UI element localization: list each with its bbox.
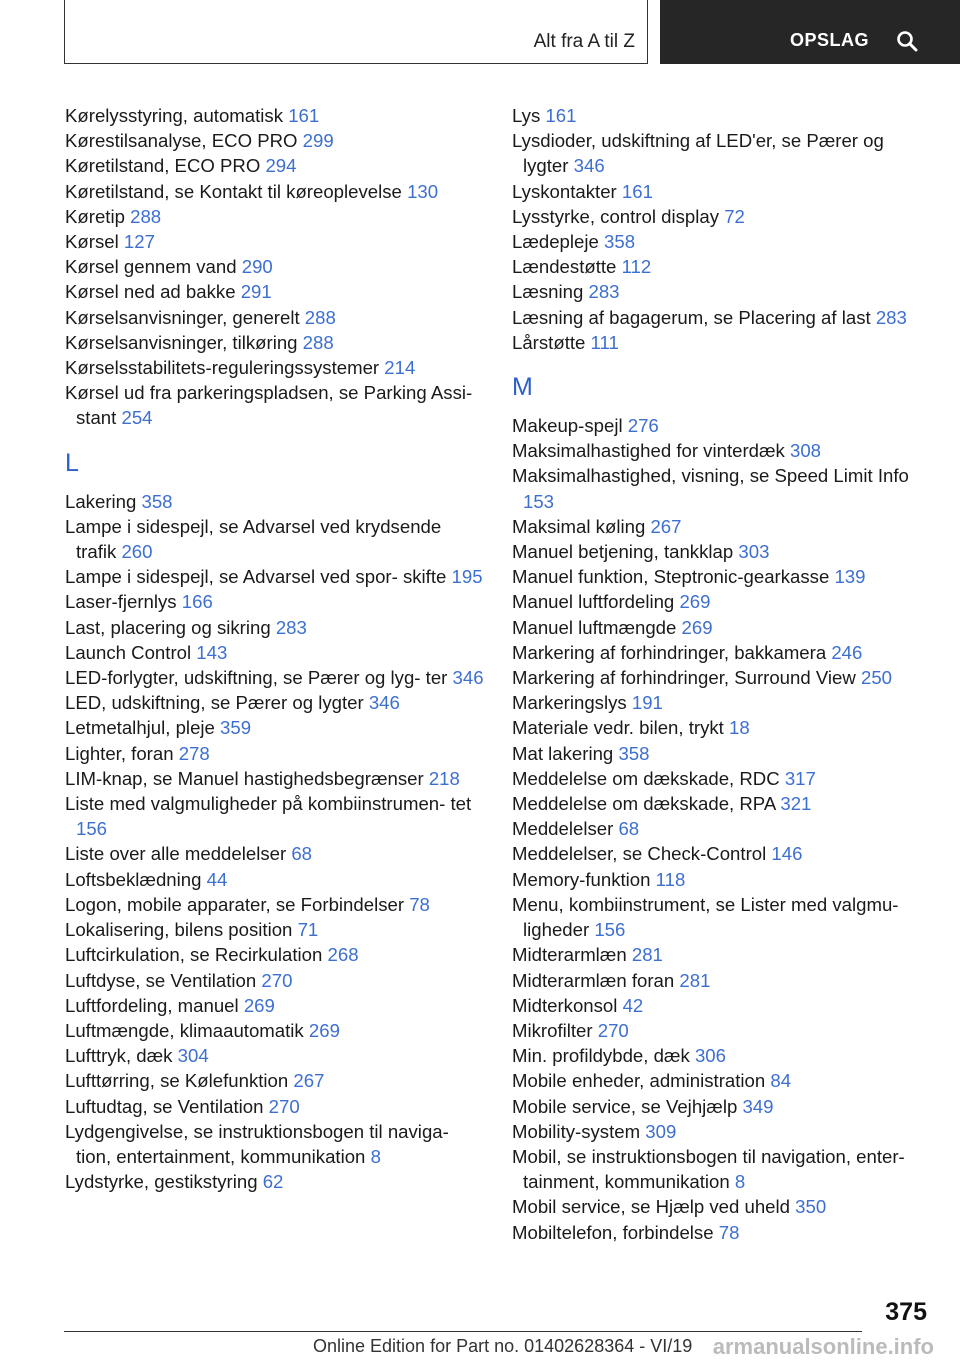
index-letter-heading: L (65, 448, 79, 477)
footer-divider (64, 1331, 862, 1332)
index-page-link[interactable]: 166 (181, 591, 213, 613)
index-entry (65, 355, 485, 380)
index-page-link[interactable]: 269 (308, 1019, 340, 1041)
index-entry (65, 741, 485, 766)
index-entry-text: Kørselsanvisninger, generelt (65, 306, 305, 328)
index-entry (512, 1068, 932, 1093)
index-entry-text: Lårstøtte (512, 331, 591, 353)
index-entry-text: Lighter, foran (65, 742, 179, 764)
index-page-link[interactable]: 250 (861, 667, 893, 689)
index-entry-text: Luftudtag, se Ventilation (65, 1095, 269, 1117)
index-page-link[interactable]: 288 (302, 331, 334, 353)
index-page-link[interactable]: 291 (240, 281, 272, 303)
index-page-link[interactable]: 84 (770, 1070, 792, 1092)
index-entry-text: Mobiltelefon, forbindelse (512, 1221, 719, 1243)
index-entry-text: Materiale vedr. bilen, trykt (512, 717, 730, 739)
index-entry-text: Lysstyrke, control display (512, 205, 725, 227)
index-page-link[interactable]: 156 (594, 919, 626, 941)
index-entry (65, 204, 485, 229)
index-entry-text: Lændestøtte (512, 256, 622, 278)
index-entry (512, 564, 932, 589)
index-entry-text: LIM-knap, se Manuel hastighedsbegrænser (65, 767, 429, 789)
index-page-link[interactable]: 195 (451, 566, 483, 588)
index-entry (65, 1094, 485, 1119)
index-page-link[interactable]: 118 (655, 868, 686, 890)
index-entry-text: Lydgengivelse, se instruktionsbogen til naviga- tion, entertainment, kommunikation (65, 1120, 449, 1167)
index-page-link[interactable]: 44 (206, 868, 228, 890)
index-page-link[interactable]: 78 (409, 893, 430, 915)
index-entry (512, 766, 932, 791)
index-page-link[interactable]: 111 (590, 331, 619, 353)
edition-text: Online Edition for Part no. 01402628364 - VI/19 (313, 1336, 693, 1356)
index-entry (65, 279, 485, 304)
index-column-left (65, 103, 485, 1194)
index-entry (512, 204, 932, 229)
index-entry (512, 413, 932, 438)
index-entry (512, 1119, 932, 1144)
index-entry (65, 615, 485, 640)
index-entry-text: Læsning af bagagerum, se Placering af last (512, 306, 876, 328)
index-entry (512, 589, 932, 614)
index-entry (512, 1043, 932, 1068)
index-entry (65, 917, 485, 942)
index-page-link[interactable]: 303 (738, 541, 770, 563)
index-entry-text: Lampe i sidespejl, se Advarsel ved krydsende trafik (65, 515, 442, 563)
index-page-link[interactable]: 349 (742, 1095, 774, 1117)
index-page-link[interactable]: 260 (121, 541, 153, 563)
index-entry-text: Mikrofilter (512, 1019, 598, 1041)
index-page-link[interactable]: 283 (275, 616, 307, 638)
index-entry (512, 514, 932, 539)
index-entry (512, 330, 932, 355)
index-entry (65, 380, 485, 430)
index-page-link[interactable]: 153 (523, 490, 555, 512)
index-column-right (512, 103, 932, 1245)
index-entry-text: Letmetalhjul, pleje (65, 717, 221, 739)
index-entry (512, 279, 932, 304)
index-entry (512, 438, 932, 463)
index-entry (512, 942, 932, 967)
index-page-link[interactable]: 283 (588, 281, 620, 303)
index-entry (65, 791, 485, 841)
index-entry (512, 539, 932, 564)
index-entry-text: Maksimalhastighed for vinterdæk (512, 440, 790, 462)
index-entry-text: Køretilstand, ECO PRO (65, 155, 266, 177)
index-page-link[interactable]: 130 (407, 180, 439, 202)
index-page-link[interactable]: 146 (771, 843, 803, 865)
index-page-link[interactable]: 68 (291, 843, 313, 865)
index-page-link[interactable]: 18 (729, 717, 750, 739)
index-entry (512, 128, 932, 178)
index-entry (65, 489, 485, 514)
index-entry-text: Logon, mobile apparater, se Forbindelser (65, 893, 410, 915)
index-entry (512, 615, 932, 640)
index-entry-text: Mobile enheder, administration (512, 1070, 771, 1092)
index-entry (512, 254, 932, 279)
index-entry (512, 892, 932, 942)
index-entry (65, 589, 485, 614)
index-entry (512, 791, 932, 816)
index-entry (65, 1068, 485, 1093)
section-header-tab (64, 0, 648, 64)
index-page-link[interactable]: 304 (177, 1045, 209, 1067)
index-entry (65, 766, 485, 791)
index-page-link[interactable]: 254 (121, 407, 153, 429)
index-entry (512, 968, 932, 993)
index-entry-text: Markering af forhindringer, bakkamera (512, 641, 832, 663)
index-page-link[interactable]: 346 (452, 667, 484, 689)
index-entry-text: Kørsel (65, 231, 124, 253)
index-entry (65, 103, 485, 128)
index-entry (65, 892, 485, 917)
index-entry (512, 305, 932, 330)
index-entry-text: Markeringslys (512, 692, 632, 714)
index-entry (512, 640, 932, 665)
index-page-link[interactable]: 350 (795, 1196, 827, 1218)
index-page-link[interactable]: 218 (428, 767, 460, 789)
index-entry (65, 715, 485, 740)
index-entry-text: Maksimalhastighed, visning, se Speed Limit Info (512, 465, 909, 487)
index-entry (65, 1018, 485, 1043)
index-entry-text: Luftfordeling, manuel (65, 994, 244, 1016)
index-entry-text: Lys (512, 105, 546, 126)
index-page-link[interactable]: 143 (196, 641, 228, 663)
index-entry (512, 1144, 932, 1194)
index-page-link[interactable]: 161 (545, 105, 577, 126)
search-icon (896, 30, 918, 52)
index-page-link[interactable]: 72 (724, 205, 745, 227)
index-entry-text: Memory-funktion (512, 868, 656, 890)
index-entry-text: LED, udskiftning, se Pærer og lygter (65, 692, 369, 714)
index-entry (512, 463, 932, 513)
index-entry (65, 1119, 485, 1169)
index-entry (65, 128, 485, 153)
index-entry-text: Min. profildybde, dæk (512, 1045, 695, 1067)
index-entry-text: Launch Control (65, 641, 197, 663)
index-entry-text: Mobility-system (512, 1120, 646, 1142)
index-page-link[interactable]: 317 (784, 767, 816, 789)
index-entry-text: Makeup-spejl (512, 415, 628, 437)
index-page-link[interactable]: 294 (265, 155, 297, 177)
index-page-link[interactable]: 269 (681, 616, 713, 638)
search-label: OPSLAG (790, 30, 870, 50)
index-entry-text: Manuel betjening, tankklap (512, 541, 739, 563)
index-entry-text: Manuel funktion, Steptronic-gearkasse (512, 566, 835, 588)
index-page-link[interactable]: 161 (621, 180, 653, 202)
index-page-link[interactable]: 42 (622, 994, 644, 1016)
index-page-link[interactable]: 288 (130, 205, 162, 227)
index-page-link[interactable]: 8 (370, 1145, 381, 1167)
index-entry (65, 514, 485, 564)
index-page-link[interactable]: 139 (834, 566, 866, 588)
index-entry-text: Køretilstand, se Kontakt til køreoplevelse (65, 180, 408, 202)
index-entry-text: Midterkonsol (512, 994, 623, 1016)
index-entry-text: Kørestilsanalyse, ECO PRO (65, 130, 303, 152)
index-entry-text: Luftmængde, klimaautomatik (65, 1019, 309, 1041)
index-page-link[interactable]: 78 (718, 1221, 740, 1243)
index-entry-text: Mobil, se instruktionsbogen til navigation, enter- tainment, kommunikation (512, 1145, 905, 1193)
index-entry (65, 690, 485, 715)
index-page-link[interactable]: 359 (220, 717, 252, 739)
index-page-link[interactable]: 71 (297, 919, 319, 941)
index-entry (512, 715, 932, 740)
index-entry (512, 1094, 932, 1119)
watermark: armanualsonline.info (712, 1334, 934, 1359)
index-page-link[interactable]: 112 (621, 256, 652, 278)
index-entry-text: Læsning (512, 281, 589, 303)
index-entry-text: Midterarmlæn (512, 944, 632, 966)
index-page-link[interactable]: 281 (631, 944, 663, 966)
index-page-link[interactable]: 270 (268, 1095, 300, 1117)
index-page-link[interactable]: 161 (288, 105, 320, 126)
index-entry-text: Luftcirkulation, se Recirkulation (65, 944, 328, 966)
index-entry (65, 254, 485, 279)
index-entry (512, 741, 932, 766)
index-page-link[interactable]: 288 (304, 306, 336, 328)
index-page-link[interactable]: 214 (384, 357, 416, 379)
index-page-link[interactable]: 8 (734, 1171, 746, 1193)
index-entry-text: Luftdyse, se Ventilation (65, 969, 262, 991)
index-entry-text: Mobile service, se Vejhjælp (512, 1095, 743, 1117)
index-page-link[interactable]: 290 (241, 256, 273, 278)
index-entry-text: Manuel luftmængde (512, 616, 682, 638)
index-entry-text: Kørselsanvisninger, tilkøring (65, 331, 303, 353)
index-page-link[interactable]: 306 (694, 1045, 726, 1067)
index-entry-text: Lufttørring, se Kølefunktion (65, 1070, 294, 1092)
index-entry-text: Lakering (65, 490, 142, 512)
index-page-link[interactable]: 308 (790, 440, 822, 462)
index-page-link[interactable]: 68 (618, 818, 640, 840)
index-entry-text: Meddelelser, se Check-Control (512, 843, 772, 865)
index-entry (65, 305, 485, 330)
index-entry (65, 330, 485, 355)
index-entry (512, 1018, 932, 1043)
index-entry-text: Markering af forhindringer, Surround View (512, 667, 861, 689)
index-entry (512, 665, 932, 690)
index-letter-heading: M (512, 373, 533, 402)
index-entry-text: Liste med valgmuligheder på kombiinstrumen- tet (65, 793, 472, 815)
index-entry-text: Meddelelser (512, 818, 619, 840)
index-entry (512, 1194, 932, 1219)
index-page-link[interactable]: 283 (875, 306, 907, 328)
index-entry-text: Liste over alle meddelelser (65, 843, 292, 865)
index-entry-text: Mobil service, se Hjælp ved uheld (512, 1196, 796, 1218)
section-title: Alt fra A til Z (533, 31, 635, 52)
index-entry-text: Kørselsstabilitets-reguleringssystemer (65, 357, 385, 379)
index-entry (512, 867, 932, 892)
index-entry (65, 993, 485, 1018)
index-page-link[interactable]: 270 (597, 1019, 629, 1041)
index-page-link[interactable]: 358 (604, 231, 636, 253)
index-entry (65, 867, 485, 892)
index-page-link[interactable]: 246 (831, 641, 863, 663)
index-entry (65, 1043, 485, 1068)
index-entry-text: Lydstyrke, gestikstyring (65, 1171, 263, 1193)
page-number: 375 (885, 1298, 927, 1326)
index-entry-text: Meddelelse om dækskade, RPA (512, 793, 781, 815)
index-entry (65, 229, 485, 254)
index-entry-text: Laser-fjernlys (65, 591, 182, 613)
index-page-link[interactable]: 127 (123, 231, 155, 253)
index-entry-text: Lokalisering, bilens position (65, 919, 298, 941)
index-page-link[interactable]: 276 (627, 415, 659, 437)
index-page-link[interactable]: 299 (302, 130, 334, 152)
index-entry (512, 690, 932, 715)
index-entry-text: Midterarmlæn foran (512, 969, 680, 991)
search-button[interactable] (660, 0, 960, 64)
index-entry-text: Menu, kombiinstrument, se Lister med valgmu- ligheder (512, 893, 899, 941)
index-entry (65, 1169, 485, 1194)
index-page-link[interactable]: 358 (141, 490, 173, 512)
index-page-link[interactable]: 278 (178, 742, 210, 764)
index-entry-text: Loftsbeklædning (65, 868, 207, 890)
index-entry (65, 179, 485, 204)
index-entry-text: LED-forlygter, udskiftning, se Pærer og lyg- ter (65, 667, 453, 689)
index-entry-text: Kørsel ned ad bakke (65, 281, 241, 303)
index-entry-text: Last, placering og sikring (65, 616, 276, 638)
index-page-link[interactable]: 309 (645, 1120, 677, 1142)
index-entry (512, 103, 932, 128)
index-page-link[interactable]: 269 (243, 994, 275, 1016)
index-entry-text: Lufttryk, dæk (65, 1045, 178, 1067)
index-entry-text: Kørelysstyring, automatisk (65, 105, 289, 126)
index-page-link[interactable]: 358 (618, 742, 650, 764)
index-entry (65, 640, 485, 665)
index-page-link[interactable]: 62 (262, 1171, 284, 1193)
index-page-link[interactable]: 270 (261, 969, 293, 991)
index-page-link[interactable]: 156 (76, 818, 108, 840)
index-entry-text: Manuel luftfordeling (512, 591, 680, 613)
index-entry-text: Kørsel gennem vand (65, 256, 242, 278)
index-entry (65, 665, 485, 690)
index-entry (512, 816, 932, 841)
index-page-link[interactable]: 321 (780, 793, 812, 815)
index-entry-text: Lyskontakter (512, 180, 622, 202)
index-page-link[interactable]: 268 (327, 944, 359, 966)
index-entry (65, 841, 485, 866)
index-page-link[interactable]: 267 (293, 1070, 325, 1092)
index-entry-text: Mat lakering (512, 742, 619, 764)
index-page-link[interactable]: 191 (631, 692, 663, 714)
index-entry (512, 993, 932, 1018)
index-entry-text: Lampe i sidespejl, se Advarsel ved spor- skifte (65, 566, 452, 588)
index-entry-text: Lysdioder, udskiftning af LED'er, se Pærer og lygter (512, 130, 884, 177)
index-entry-text: Lædepleje (512, 231, 605, 253)
index-entry (65, 153, 485, 178)
index-entry (512, 179, 932, 204)
index-entry (512, 1220, 932, 1245)
index-entry (65, 942, 485, 967)
index-entry (65, 968, 485, 993)
index-entry (65, 564, 485, 589)
index-page-link[interactable]: 346 (573, 155, 605, 177)
index-entry-text: Kørsel ud fra parkeringspladsen, se Parking Assi- stant (65, 382, 473, 429)
index-entry (512, 229, 932, 254)
index-entry-text: Køretip (65, 205, 131, 227)
index-page-link[interactable]: 269 (679, 591, 711, 613)
index-page-link[interactable]: 267 (650, 515, 682, 537)
index-page-link[interactable]: 346 (368, 692, 400, 714)
index-entry-text: Maksimal køling (512, 515, 651, 537)
index-entry (512, 841, 932, 866)
index-entry-text: Meddelelse om dækskade, RDC (512, 767, 785, 789)
index-page-link[interactable]: 281 (679, 969, 711, 991)
